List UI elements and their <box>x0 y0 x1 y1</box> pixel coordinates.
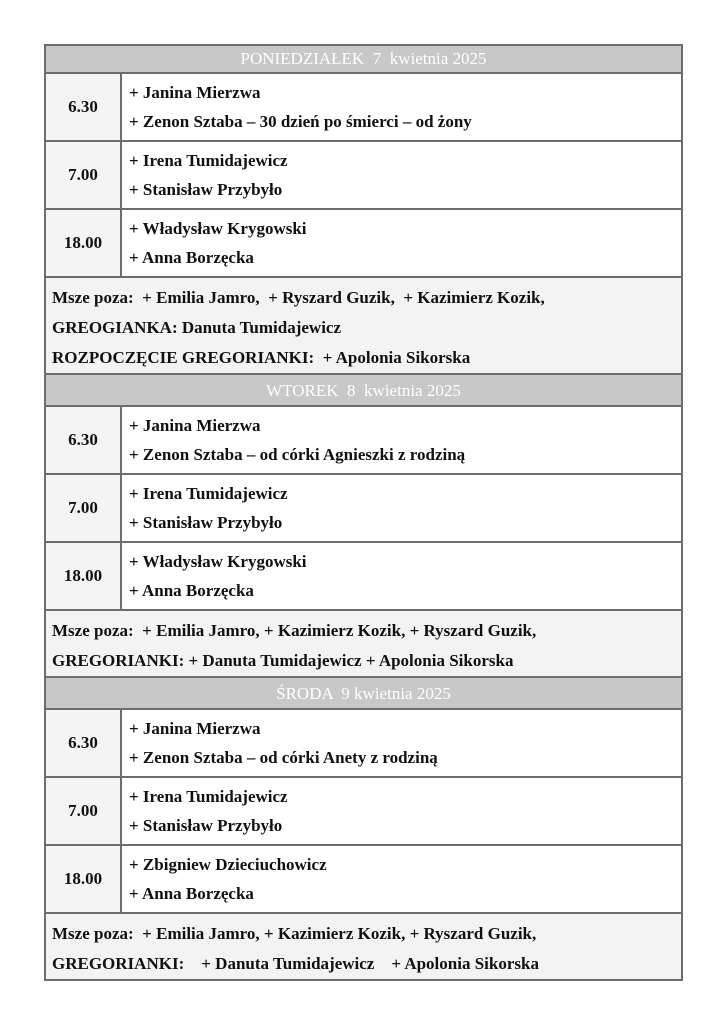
note-line: GREGORIANKI: + Danuta Tumidajewicz + Apolonia Sikorska <box>52 651 514 670</box>
intention: + Zenon Sztaba – 30 dzień po śmierci – od żony <box>129 112 472 131</box>
mass-row <box>46 710 681 778</box>
intention: + Zenon Sztaba – od córki Agnieszki z rodziną <box>129 445 466 464</box>
intentions-list <box>122 142 681 208</box>
note-line: GREGORIANKI: + Danuta Tumidajewicz + Apolonia Sikorska <box>52 954 539 973</box>
day-notes <box>46 914 681 979</box>
mass-time: 7.00 <box>46 778 122 844</box>
note-line: Msze poza: + Emilia Jamro, + Kazimierz Kozik, + Ryszard Guzik, <box>52 621 537 640</box>
intention: + Władysław Krygowski <box>129 219 307 238</box>
mass-row <box>46 778 681 846</box>
intentions-list <box>122 778 681 844</box>
day-header-tuesday: WTOREK 8 kwietnia 2025 <box>46 375 681 407</box>
intentions-list <box>122 407 681 473</box>
intention: + Zenon Sztaba – od córki Anety z rodziną <box>129 748 438 767</box>
note-line: ROZPOCZĘCIE GREGORIANKI: + Apolonia Sikorska <box>52 348 471 367</box>
mass-time: 18.00 <box>46 846 122 912</box>
mass-row <box>46 407 681 475</box>
intention: + Stanisław Przybyło <box>129 180 283 199</box>
note-line: Msze poza: + Emilia Jamro, + Ryszard Guzik, + Kazimierz Kozik, <box>52 288 545 307</box>
intention: + Irena Tumidajewicz <box>129 484 288 503</box>
intentions-list <box>122 543 681 609</box>
mass-time: 6.30 <box>46 710 122 776</box>
mass-row <box>46 846 681 914</box>
intention: + Anna Borzęcka <box>129 248 254 267</box>
intention: + Janina Mierzwa <box>129 83 261 102</box>
mass-row <box>46 74 681 142</box>
intention: + Zbigniew Dzieciuchowicz <box>129 855 327 874</box>
mass-intentions-table <box>44 44 683 981</box>
day-header-wednesday: ŚRODA 9 kwietnia 2025 <box>46 678 681 710</box>
intention: + Władysław Krygowski <box>129 552 307 571</box>
intention: + Irena Tumidajewicz <box>129 787 288 806</box>
intention: + Stanisław Przybyło <box>129 513 283 532</box>
day-notes <box>46 611 681 678</box>
intentions-list <box>122 210 681 276</box>
mass-row <box>46 475 681 543</box>
intention: + Janina Mierzwa <box>129 416 261 435</box>
intentions-list <box>122 846 681 912</box>
mass-time: 7.00 <box>46 475 122 541</box>
day-header-monday: PONIEDZIAŁEK 7 kwietnia 2025 <box>46 46 681 74</box>
mass-time: 6.30 <box>46 74 122 140</box>
intention: + Anna Borzęcka <box>129 884 254 903</box>
intention: + Stanisław Przybyło <box>129 816 283 835</box>
intentions-list <box>122 74 681 140</box>
mass-row <box>46 543 681 611</box>
note-line: Msze poza: + Emilia Jamro, + Kazimierz Kozik, + Ryszard Guzik, <box>52 924 537 943</box>
mass-time: 7.00 <box>46 142 122 208</box>
intention: + Anna Borzęcka <box>129 581 254 600</box>
intentions-list <box>122 710 681 776</box>
intentions-list <box>122 475 681 541</box>
mass-row <box>46 210 681 278</box>
mass-time: 18.00 <box>46 543 122 609</box>
note-line: GREOGIANKA: Danuta Tumidajewicz <box>52 318 342 337</box>
mass-time: 18.00 <box>46 210 122 276</box>
day-notes <box>46 278 681 375</box>
intention: + Irena Tumidajewicz <box>129 151 288 170</box>
mass-time: 6.30 <box>46 407 122 473</box>
mass-row <box>46 142 681 210</box>
intention: + Janina Mierzwa <box>129 719 261 738</box>
